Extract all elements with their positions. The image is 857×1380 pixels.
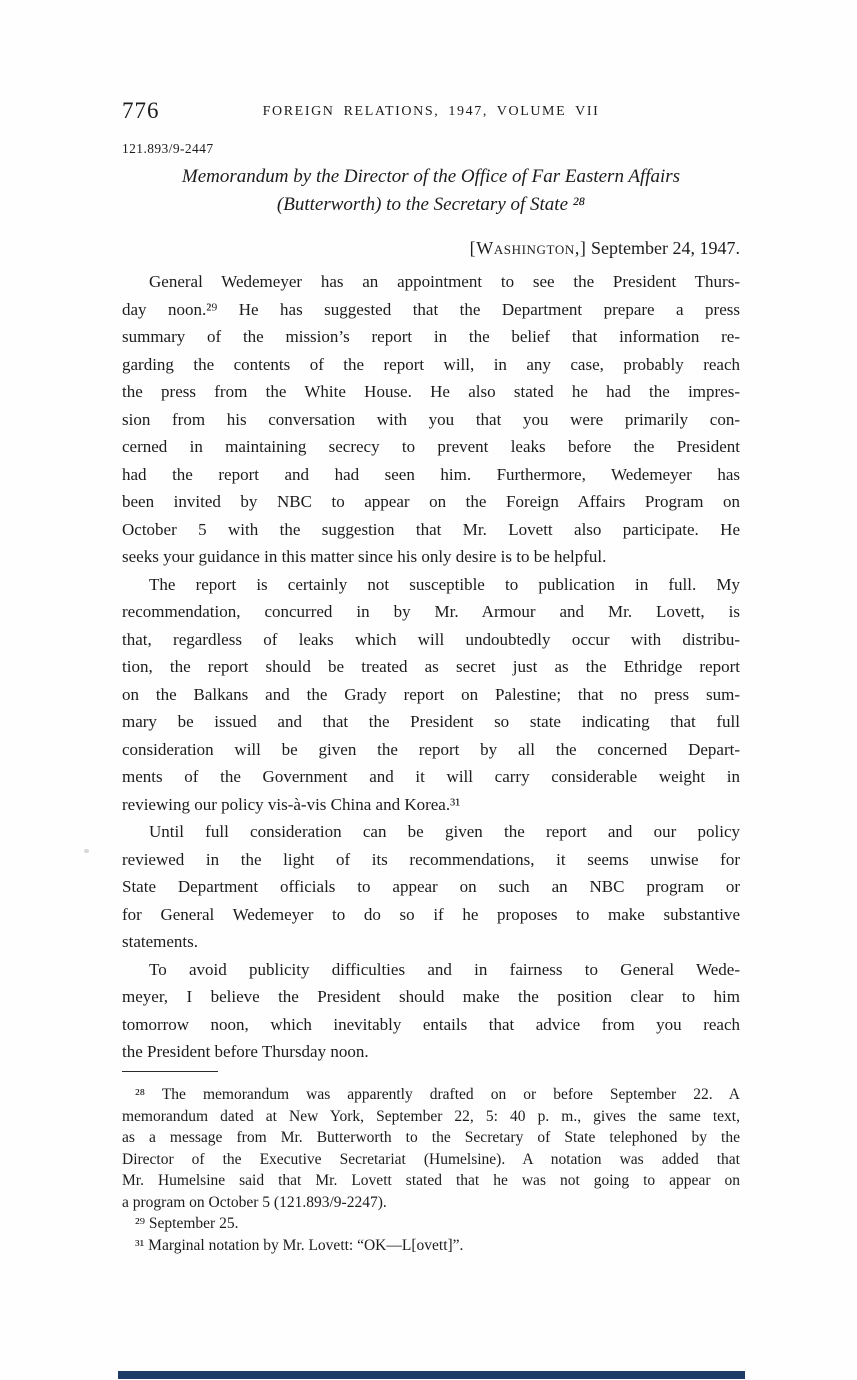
text-line: consideration will be given the report by all the concerned Depart- (122, 739, 740, 759)
footnote-29 (122, 1213, 740, 1235)
document-title-line2: (Butterworth) to the Secretary of State ²⁸ (276, 194, 586, 215)
text-line: Mr. Humelsine said that Mr. Lovett stated that he was not going to appear on (122, 1172, 740, 1189)
bottom-bar (118, 1371, 745, 1379)
dateline-place: [Washington,] (469, 238, 587, 258)
text-line: that, regardless of leaks which will undoubtedly occur with distribu- (122, 629, 740, 649)
text-line: Director of the Executive Secretariat (Humelsine). A notation was added that (122, 1150, 740, 1168)
scan-speck (84, 849, 89, 853)
paragraph-1 (122, 268, 740, 571)
text-line: Until full consideration can be given the report and our policy (149, 822, 740, 841)
text-line: day noon.²⁹ He has suggested that the Department prepare a press (122, 299, 740, 319)
running-head (122, 100, 740, 130)
text-line: To avoid publicity difficulties and in fairness to General Wede- (149, 959, 740, 979)
text-line: memorandum dated at New York, September 22, 5: 40 p. m., gives the same text, (122, 1107, 740, 1125)
paragraph-4 (122, 956, 740, 1066)
dateline (122, 238, 740, 259)
footnotes (122, 1084, 740, 1256)
text-line: had the report and had seen him. Furthermore, Wedemeyer has (122, 464, 740, 484)
text-line: summary of the mission’s report in the belief that information re- (122, 327, 740, 346)
text-line: The report is certainly not susceptible to publication in full. My (149, 574, 740, 594)
footnote-28 (122, 1084, 740, 1213)
footnote-rule (122, 1071, 218, 1072)
text-line: recommendation, concurred in by Mr. Armour and Mr. Lovett, is (122, 602, 740, 621)
page-number: 776 (122, 98, 160, 123)
text-line: tomorrow noon, which inevitably entails that advice from you reach (122, 1014, 740, 1034)
text-line: ³¹ Marginal notation by Mr. Lovett: “OK—L[ovett]”. (135, 1236, 464, 1254)
dateline-date: September 24, 1947. (586, 238, 740, 258)
text-line: on the Balkans and the Grady report on Palestine; that no press sum- (122, 684, 740, 704)
text-line: State Department officials to appear on such an NBC program or (122, 877, 740, 896)
text-line: cerned in maintaining secrecy to prevent leaks before the President (122, 437, 740, 456)
running-header-title: FOREIGN RELATIONS, 1947, VOLUME VII (262, 104, 600, 119)
text-line: ²⁸ The memorandum was apparently drafted on or before September 22. A (135, 1086, 740, 1103)
text-line: as a message from Mr. Butterworth to the Secretary of State telephoned by the (122, 1129, 740, 1146)
text-line: General Wedemeyer has an appointment to see the President Thurs- (149, 272, 740, 291)
text-line: been invited by NBC to appear on the Foreign Affairs Program on (122, 492, 740, 511)
text-line: the press from the White House. He also stated he had the impres- (122, 382, 740, 401)
text-line: a program on October 5 (121.893/9-2247). (122, 1193, 387, 1211)
reference-number: 121.893/9-2447 (122, 141, 214, 156)
paragraph-2 (122, 571, 740, 819)
text-line: the President before Thursday noon. (122, 1042, 369, 1061)
text-line: reviewing our policy vis-à-vis China and Korea.³¹ (122, 794, 461, 814)
text-line: reviewed in the light of its recommendations, it seems unwise for (122, 849, 740, 869)
text-line: garding the contents of the report will, in any case, probably reach (122, 354, 740, 374)
document-body (122, 268, 740, 1066)
text-line: for General Wedemeyer to do so if he proposes to make substantive (122, 904, 740, 924)
text-line: statements. (122, 932, 199, 951)
text-line: October 5 with the suggestion that Mr. Lovett also participate. He (122, 519, 740, 539)
text-line: sion from his conversation with you that you were primarily con- (122, 409, 740, 429)
document-title (122, 163, 740, 219)
text-line: ²⁹ September 25. (135, 1215, 239, 1232)
paragraph-3 (122, 818, 740, 956)
text-line: mary be issued and that the President so state indicating that full (122, 712, 740, 731)
document-title-line1: Memorandum by the Director of the Office of Far Eastern Affairs (181, 166, 681, 187)
text-line: meyer, I believe the President should make the position clear to him (122, 987, 740, 1006)
text-line: tion, the report should be treated as secret just as the Ethridge report (122, 657, 740, 676)
text-line: ments of the Government and it will carry considerable weight in (122, 767, 740, 786)
footnote-31 (122, 1235, 740, 1257)
text-line: seeks your guidance in this matter since his only desire is to be helpful. (122, 547, 607, 566)
